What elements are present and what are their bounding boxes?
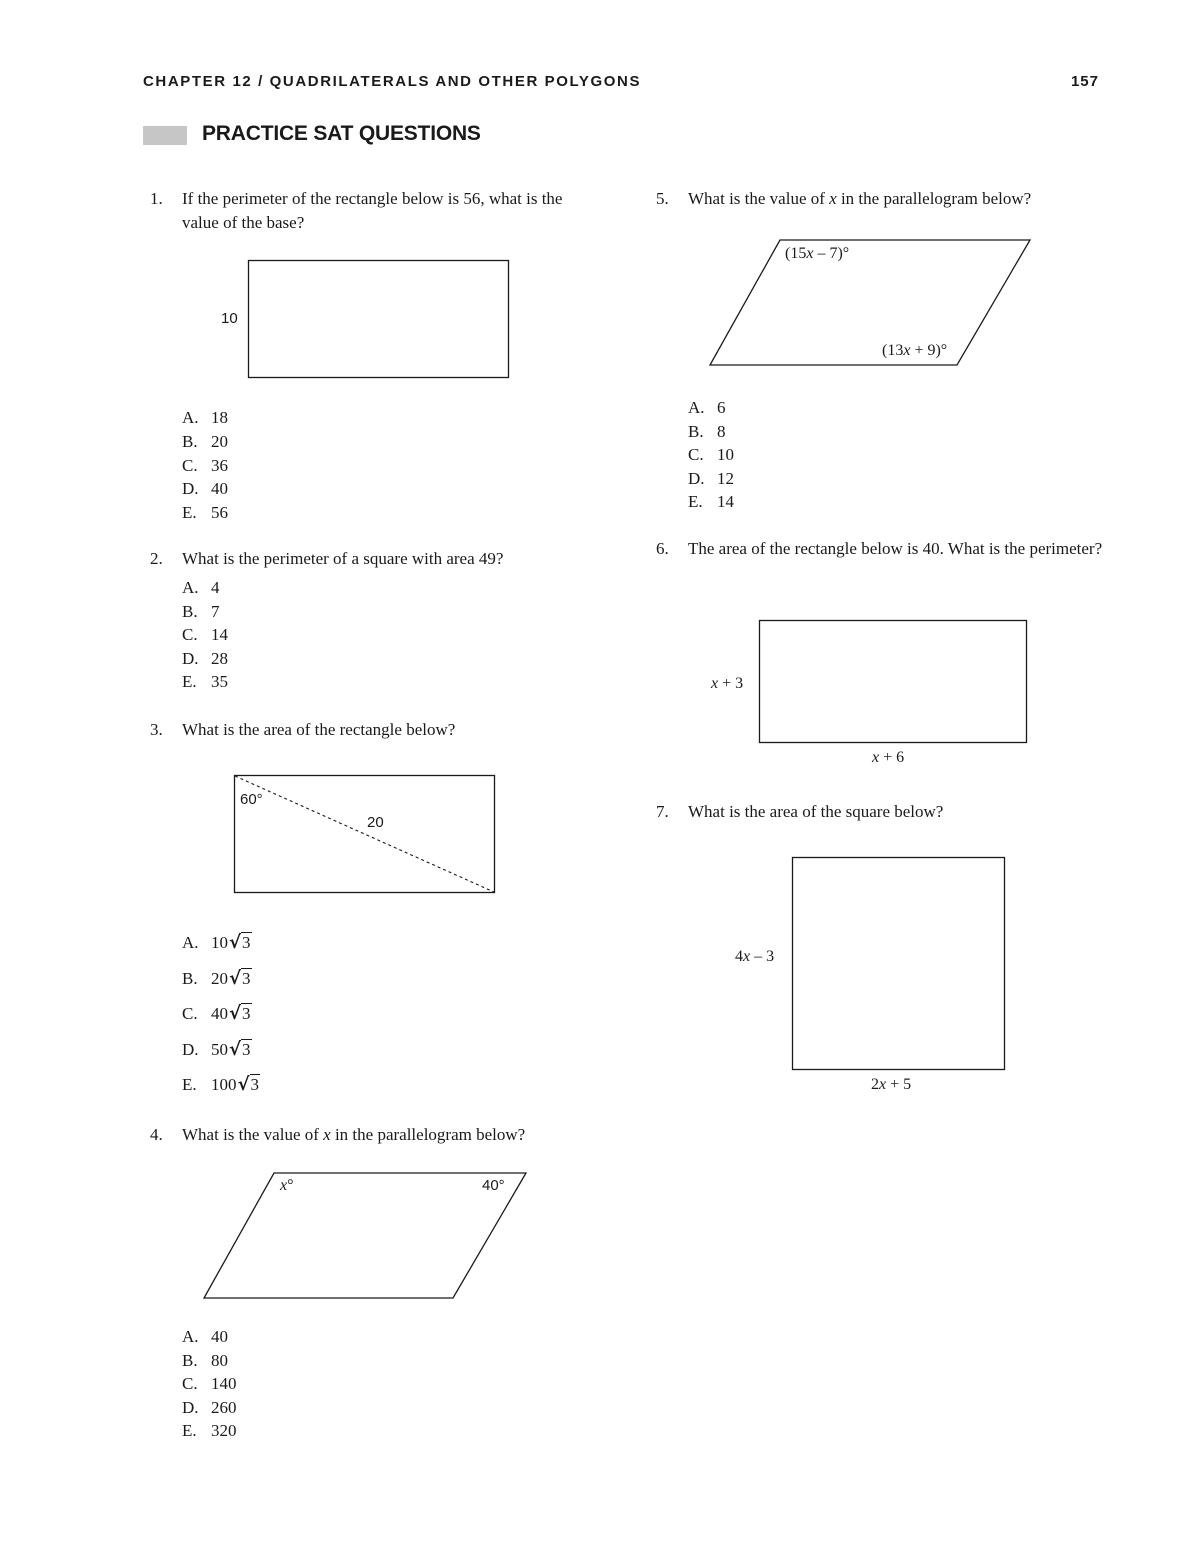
choice-c[interactable]: C. 36 — [182, 455, 228, 475]
choice-d[interactable]: D. 40 — [182, 479, 228, 499]
angle-40-label: 40° — [482, 1177, 505, 1194]
question-3-figure — [226, 767, 506, 902]
choice-d[interactable]: D. 50√3 — [182, 1038, 251, 1060]
question-4-text: What is the value of x in the parallelogram below? — [182, 1125, 526, 1144]
choice-d[interactable]: D. 12 — [688, 468, 734, 488]
sqrt-icon: √ — [229, 1038, 242, 1060]
angle-x-label: x° — [280, 1177, 294, 1194]
choice-b[interactable]: B. 8 — [688, 421, 726, 441]
question-3-text: What is the area of the rectangle below? — [182, 720, 456, 739]
question-2-number: 2. — [150, 549, 163, 568]
choice-d[interactable]: D. 28 — [182, 648, 228, 668]
square — [793, 858, 1005, 1070]
rectangle — [249, 261, 509, 378]
question-5-text: What is the value of x in the parallelogram below? — [688, 189, 1032, 208]
question-7-text: What is the area of the square below? — [688, 802, 944, 821]
question-5-choices — [688, 396, 734, 514]
question-3-choices — [182, 931, 260, 1109]
bottom-angle-label: (13x + 9)° — [882, 342, 948, 359]
choice-e[interactable]: E. 14 — [688, 492, 734, 512]
choice-b[interactable]: B. 20√3 — [182, 967, 251, 989]
question-1-choices — [182, 406, 228, 525]
rectangle — [760, 621, 1027, 743]
sqrt-icon: √ — [229, 1003, 242, 1024]
base-label: x + 6 — [872, 749, 905, 766]
question-5-figure — [700, 232, 1040, 372]
running-head — [143, 73, 1099, 90]
choice-b[interactable]: B. 7 — [182, 601, 220, 621]
question-6-number: 6. — [656, 539, 669, 558]
choice-d[interactable]: D. 260 — [182, 1397, 237, 1417]
question-3-number: 3. — [150, 720, 163, 739]
section-title: PRACTICE SAT QUESTIONS — [202, 122, 481, 145]
question-6-text: The area of the rectangle below is 40. What is the perimeter? — [688, 539, 1103, 558]
question-1-number: 1. — [150, 189, 163, 208]
question-5-number: 5. — [656, 189, 669, 208]
chapter-title: CHAPTER 12 / QUADRILATERALS AND OTHER POLYGONS — [143, 73, 642, 90]
question-1-text: If the perimeter of the rectangle below is 56, what is the value of the base? — [182, 189, 563, 232]
question-6-figure — [751, 612, 1036, 752]
height-label: x + 3 — [711, 675, 744, 692]
choice-c[interactable]: C. 10 — [688, 445, 734, 465]
question-1-figure — [240, 252, 520, 387]
choice-e[interactable]: E. 56 — [182, 503, 228, 523]
section-bar — [143, 126, 187, 145]
question-4-number: 4. — [150, 1125, 163, 1144]
choice-a[interactable]: A. 6 — [688, 398, 726, 417]
choice-c[interactable]: C. 40√3 — [182, 1003, 251, 1024]
question-2-text: What is the perimeter of a square with area 49? — [182, 549, 504, 568]
side-label: 4x – 3 — [735, 948, 775, 965]
choice-a[interactable]: A. 10√3 — [182, 932, 251, 953]
choice-b[interactable]: B. 80 — [182, 1350, 228, 1370]
sqrt-icon: √ — [229, 967, 242, 989]
question-4-choices — [182, 1325, 237, 1443]
angle-label: 60° — [240, 791, 263, 808]
sqrt-icon: √ — [237, 1074, 250, 1095]
base-label: 2x + 5 — [871, 1076, 912, 1093]
choice-a[interactable]: A. 40 — [182, 1327, 228, 1346]
choice-e[interactable]: E. 320 — [182, 1421, 237, 1440]
choice-e[interactable]: E. 100√3 — [182, 1074, 260, 1095]
side-label: 10 — [221, 310, 238, 327]
choice-b[interactable]: B. 20 — [182, 431, 228, 451]
top-angle-label: (15x – 7)° — [785, 245, 850, 262]
sqrt-icon: √ — [229, 932, 242, 953]
page-number: 157 — [1070, 73, 1099, 90]
diagonal-label: 20 — [367, 814, 384, 831]
parallelogram — [710, 240, 1030, 365]
question-7-figure — [784, 849, 1014, 1079]
parallelogram — [204, 1173, 526, 1298]
question-2-choices — [182, 576, 228, 694]
choice-a[interactable]: A. 4 — [182, 578, 220, 597]
choice-e[interactable]: E. 35 — [182, 672, 228, 691]
choice-a[interactable]: A. 18 — [182, 408, 228, 427]
choice-c[interactable]: C. 140 — [182, 1374, 237, 1393]
diagonal — [235, 776, 494, 892]
choice-c[interactable]: C. 14 — [182, 625, 228, 644]
question-7-number: 7. — [656, 802, 669, 821]
